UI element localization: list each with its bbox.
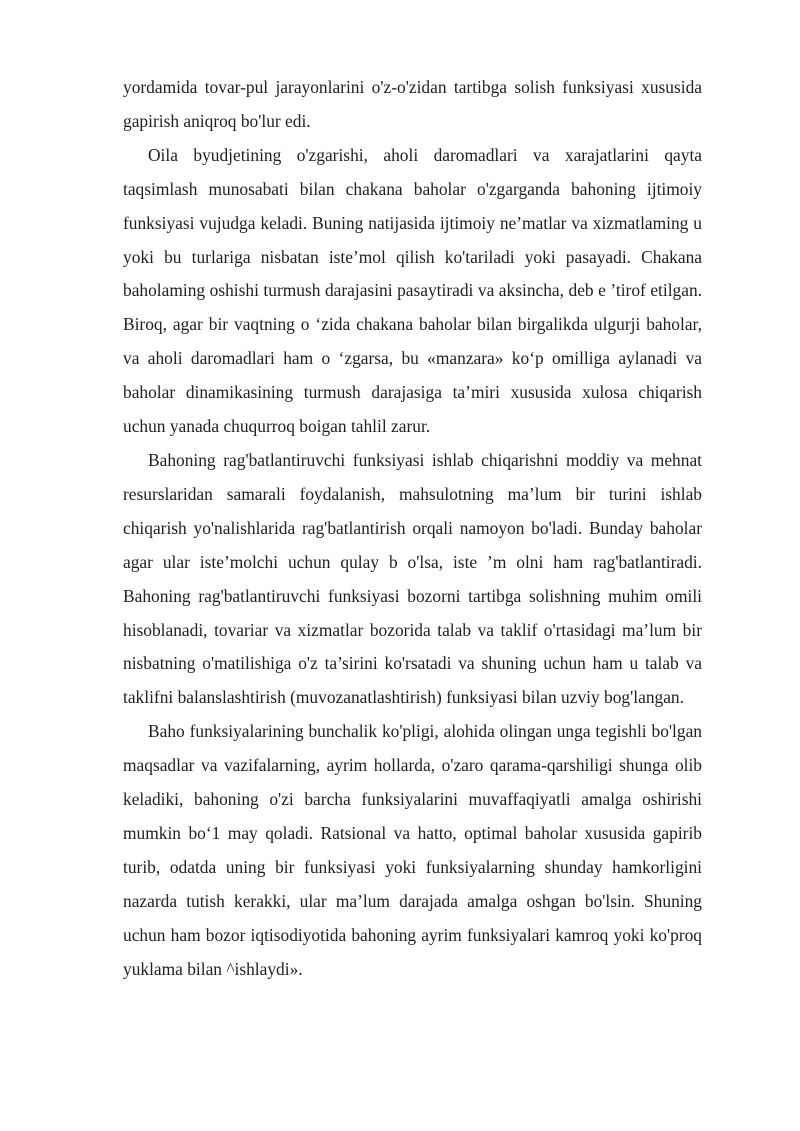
paragraph-social-function: Oila byudjetining o'zgarishi, aholi daromadlari va xarajatlarini qayta taqsimlash munosabati bilan chakana baholar o'zgarganda bahoning ijtimoiy funksiyasi vujudga keladi. Buning natijasida ijtimoiy ne’matlar va xizmatlaming u yoki bu turlariga nisbatan iste’mol qilish ko'tariladi yoki pasayadi. Chakana baholaming oshishi turmush darajasini pasaytiradi va aksincha, deb e ’tirof etilgan. Biroq, agar bir vaqtning o ‘zida chakana baholar bilan birgalikda ulgurji baholar, va aholi daromadlari ham o ‘zgarsa, bu «manzara» ko‘p omilliga aylanadi va baholar dinamikasining turmush darajasiga ta’miri xususida xulosa chiqarish uchun yanada chuqurroq boigan tahlil zarur. <box>123 144 702 437</box>
paragraph-stimulating-function: Bahoning rag'batlantiruvchi funksiyasi ishlab chiqarishni moddiy va mehnat resurslaridan samarali foydalanish, mahsulotning ma’lum bir turini ishlab chiqarish yo'nalishlarida rag'batlantirish orqali namoyon bo'ladi. Bunday baholar agar ular iste’molchi uchun qulay b o'lsa, iste ’m olni ham rag'batlantiradi. Bahoning rag'batlantiruvchi funksiyasi bozorni tartibga solishning muhim omili hisoblanadi, tovariar va xizmatlar bozorida talab va taklif o'rtasidagi ma’lum bir nisbatning o'matilishiga o'z ta’sirini ko'rsatadi va shuning uchun ham u talab va taklifni balanslashtirish (muvozanatlashtirish) funksiyasi bilan uzviy bog'langan. <box>123 449 702 708</box>
paragraph-continuation: yordamida tovar-pul jarayonlarini o'z-o'zidan tartibga solish funksiyasi xususida gapirish aniqroq bo'lur edi. <box>123 77 702 131</box>
document-body <box>123 71 702 986</box>
paragraph-functions-summary: Baho funksiyalarining bunchalik ko'pligi, alohida olingan unga tegishli bo'lgan maqsadlar va vazifalarning, ayrim hollarda, o'zaro qarama-qarshiligi shunga olib keladiki, bahoning o'zi barcha funksiyalarini muvaffaqiyatli amalga oshirishi mumkin bo‘1 may qoladi. Ratsional va hatto, optimal baholar xususida gapirib turib, odatda uning bir funksiyasi yoki funksiyalarning shunday hamkorligini nazarda tutish kerakki, ular ma’lum darajada amalga oshgan bo'lsin. Shuning uchun ham bozor iqtisodiyotida bahoning ayrim funksiyalari kamroq yoki ko'proq yuklama bilan ^ishlaydi». <box>123 721 702 979</box>
